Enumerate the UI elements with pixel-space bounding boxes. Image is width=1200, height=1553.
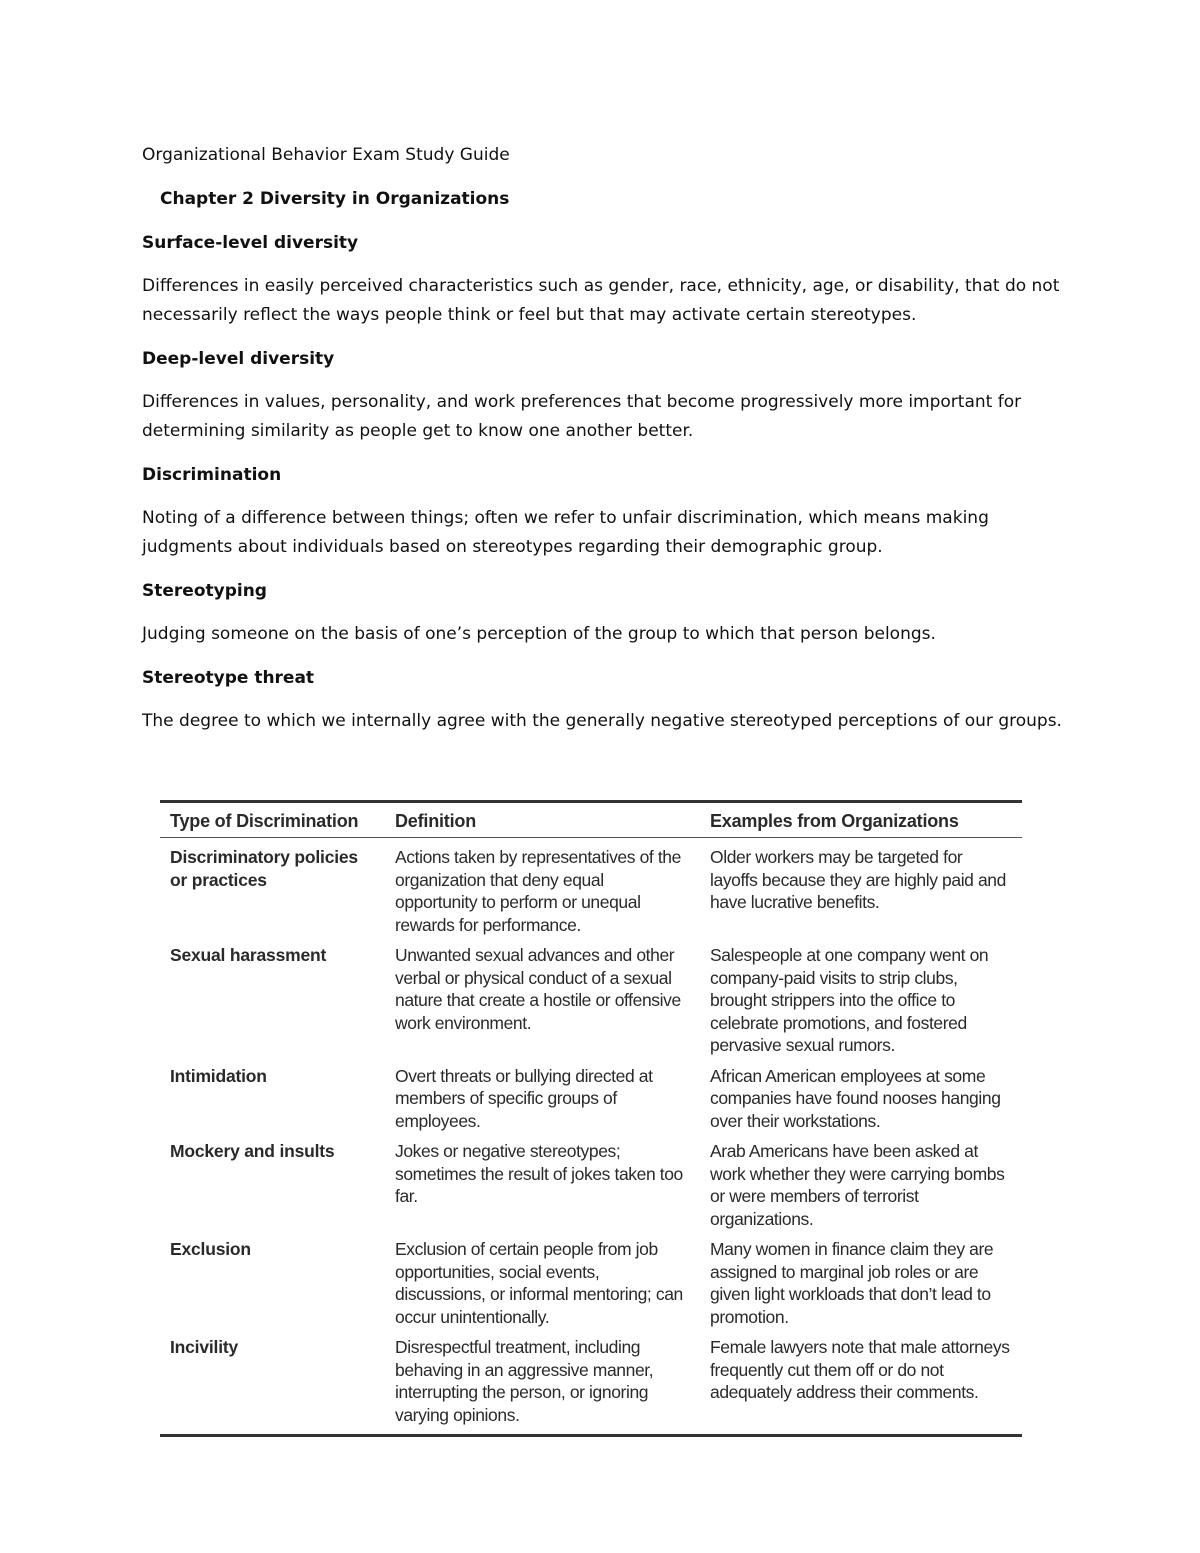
table-cell-example: Arab Americans have been asked at work whether they were carrying bombs or were members of terrorist organizations. [710,1141,1005,1229]
term-heading: Deep-level diversity [142,349,335,369]
table-row [160,838,1022,941]
table-header: Definition [385,802,700,838]
term-heading: Stereotype threat [142,668,315,688]
table-cell-type: Mockery and insults [170,1141,335,1161]
document-body [142,140,1062,736]
table-cell-definition: Disrespectful treatment, including behaving in an aggressive manner, interrupting the person, or ignoring varying opinions. [385,1332,700,1436]
term-definition: Differences in easily perceived characteristics such as gender, race, ethnicity, age, or disability, that do not necessarily reflect the ways people think or feel but that may activate certain stereotypes. [142,276,1060,325]
table-cell-type: Discriminatory policies or practices [170,847,358,890]
chapter-heading: Chapter 2 Diversity in Organizations [160,189,510,209]
table-row [160,1136,1022,1234]
table-cell-example: Older workers may be targeted for layoffs because they are highly paid and have lucrative benefits. [710,847,1006,912]
term-heading: Surface-level diversity [142,233,359,253]
table-cell-example: Salespeople at one company went on company-paid visits to strip clubs, brought strippers into the office to celebrate promotions, and fostered pervasive sexual rumors. [710,945,989,1055]
table-cell-definition: Exclusion of certain people from job opportunities, social events, discussions, or informal mentoring; can occur unintentionally. [395,1239,683,1327]
table-cell-type: Exclusion [170,1239,251,1259]
table-cell-type: Incivility [160,1332,385,1436]
table-cell-example: African American employees at some companies have found nooses hanging over their workstations. [710,1065,1001,1131]
table-cell-definition: Unwanted sexual advances and other verbal or physical conduct of a sexual nature that create a hostile or offensive work environment. [395,945,681,1033]
term-heading: Stereotyping [142,581,267,601]
table-cell-type: Sexual harassment [170,945,327,965]
table-cell-definition: Overt threats or bullying directed at members of specific groups of employees. [395,1065,653,1131]
term-heading: Discrimination [142,465,282,485]
table-cell-definition: Jokes or negative stereotypes; sometimes the result of jokes taken too far. [395,1141,683,1206]
discrimination-table-figure [160,800,1022,1437]
table-header-row [160,802,1022,838]
table-row [160,940,1022,1061]
table-row [160,1234,1022,1332]
table-cell-example: Female lawyers note that male attorneys frequently cut them off or do not adequately address their comments. [700,1332,1022,1436]
term-definition: Noting of a difference between things; often we refer to unfair discrimination, which means making judgments about individuals based on stereotypes regarding their demographic group. [142,508,989,557]
discrimination-table [160,800,1022,1437]
table-header: Type of Discrimination [160,802,385,838]
table-row [160,1332,1022,1436]
term-definition: Judging someone on the basis of one’s perception of the group to which that person belongs. [142,624,936,644]
document-title: Organizational Behavior Exam Study Guide [142,145,510,165]
table-row [160,1061,1022,1137]
term-definition: The degree to which we internally agree with the generally negative stereotyped perceptions of our groups. [142,711,1062,731]
table-cell-type: Intimidation [170,1065,267,1086]
table-cell-example: Many women in finance claim they are assigned to marginal job roles or are given light workloads that don’t lead to promotion. [710,1239,994,1327]
term-definition: Differences in values, personality, and work preferences that become progressively more important for determining similarity as people get to know one another better. [142,392,1022,441]
table-header: Examples from Organizations [700,802,1022,838]
table-cell-definition: Actions taken by representatives of the organization that deny equal opportunity to perform or unequal rewards for performance. [395,847,681,935]
